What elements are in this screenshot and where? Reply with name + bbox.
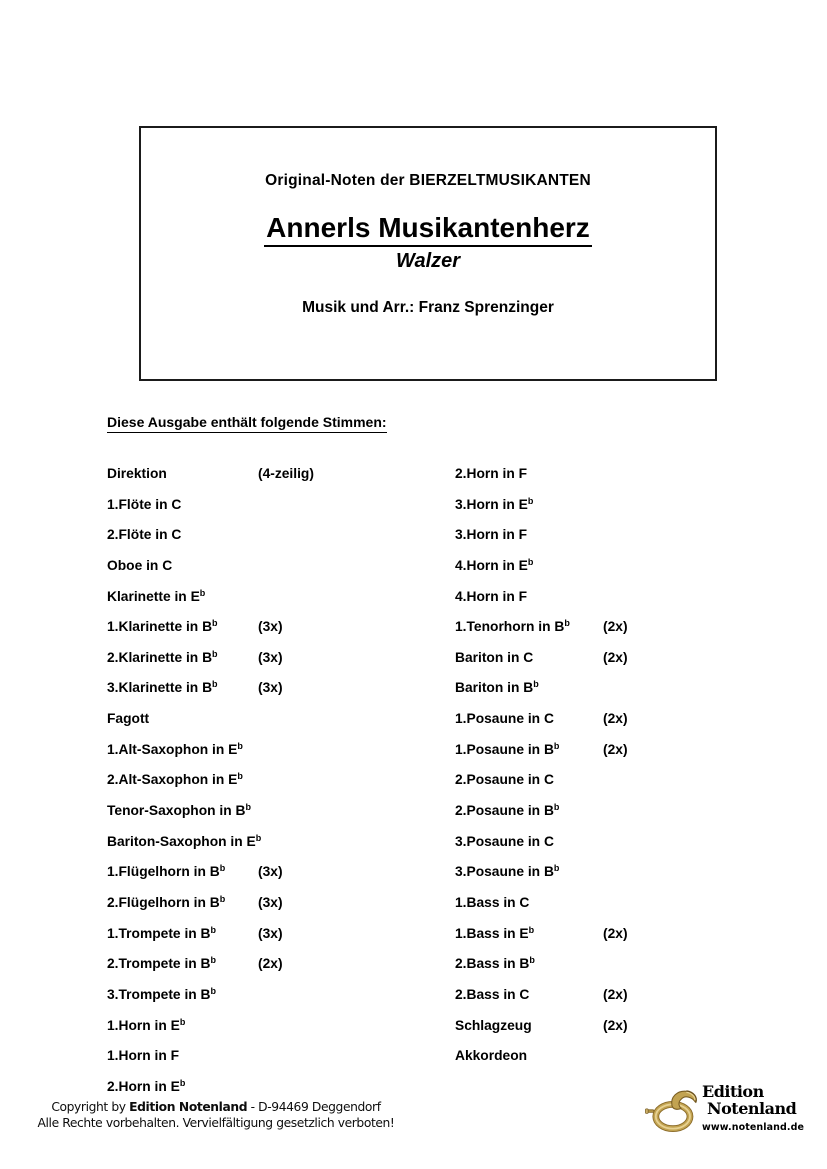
- parts-column-left: [107, 466, 437, 1109]
- part-name: 2.Flöte in C: [107, 527, 182, 543]
- publisher-logo-text: [702, 1083, 804, 1133]
- publisher-name-line1: Edition: [702, 1082, 764, 1101]
- part-name: 2.Bass in C: [455, 986, 530, 1002]
- copyright-suffix: - D-94469 Deggendorf: [247, 1100, 381, 1114]
- part-name: Bariton in C: [455, 649, 534, 665]
- genre-subtitle: Walzer: [395, 250, 461, 272]
- part-list-item: [107, 803, 437, 834]
- part-name: 2.Bass in $B^b$: [455, 955, 535, 972]
- part-list-item: [455, 864, 785, 895]
- part-name: 3.Horn in $E^b$: [455, 495, 534, 512]
- part-list-item: [455, 619, 785, 650]
- part-list-item: [455, 956, 785, 987]
- part-quantity: (3x): [258, 680, 283, 696]
- part-name: 3.Klarinette in $B^b$: [107, 679, 218, 696]
- part-list-item: [455, 803, 785, 834]
- part-list-item: [455, 589, 785, 620]
- part-quantity: (2x): [603, 619, 628, 635]
- part-name: 4.Horn in $E^b$: [455, 556, 534, 573]
- part-name: 1.Bass in $E^b$: [455, 924, 535, 941]
- part-name: 3.Posaune in C: [455, 833, 554, 849]
- part-quantity: (2x): [258, 956, 283, 972]
- part-name: 1.Klarinette in $B^b$: [107, 618, 218, 635]
- part-list-item: [107, 1048, 437, 1079]
- part-list-item: [455, 527, 785, 558]
- part-quantity: (3x): [258, 864, 283, 880]
- part-list-item: [107, 987, 437, 1018]
- part-name: 3.Trompete in $B^b$: [107, 985, 216, 1002]
- part-name: Direktion: [107, 466, 167, 481]
- part-list-item: [107, 711, 437, 742]
- page-title: [141, 212, 715, 247]
- page-title-text: Annerls Musikantenherz: [264, 212, 592, 247]
- part-name: 1.Tenorhorn in $B^b$: [455, 618, 570, 635]
- publisher-name-line2: Notenland: [707, 1099, 797, 1118]
- part-name: 1.Horn in $E^b$: [107, 1016, 186, 1033]
- part-name: 1.Bass in C: [455, 894, 530, 910]
- part-list-item: [455, 1048, 785, 1079]
- part-list-item: [107, 1018, 437, 1049]
- part-list-item: [107, 619, 437, 650]
- part-name: 1.Posaune in C: [455, 711, 554, 727]
- part-list-item: [107, 864, 437, 895]
- part-list-item: [455, 987, 785, 1018]
- part-name: Schlagzeug: [455, 1017, 532, 1033]
- parts-column-right: [455, 466, 785, 1079]
- part-quantity: (2x): [603, 741, 628, 757]
- part-name: 1.Posaune in $B^b$: [455, 740, 560, 757]
- part-name: 1.Trompete in $B^b$: [107, 924, 216, 941]
- part-quantity: (3x): [258, 925, 283, 941]
- part-list-item: [455, 834, 785, 865]
- part-list-item: [455, 711, 785, 742]
- horn-icon: [645, 1089, 699, 1135]
- composer-line: Musik und Arr.: Franz Sprenzinger: [302, 299, 554, 316]
- part-quantity: (2x): [603, 649, 628, 665]
- parts-heading-text: Diese Ausgabe enthält folgende Stimmen:: [107, 414, 387, 433]
- part-quantity: (3x): [258, 649, 283, 665]
- part-name: 3.Posaune in $B^b$: [455, 863, 560, 880]
- part-name: 2.Flügelhorn in $B^b$: [107, 893, 226, 910]
- part-quantity: (2x): [603, 986, 628, 1002]
- part-name: Akkordeon: [455, 1048, 528, 1064]
- copyright-line: [18, 1100, 414, 1116]
- parts-heading: [107, 414, 387, 433]
- part-list-item: [455, 466, 785, 497]
- part-name: Bariton-Saxophon in $E^b$: [107, 832, 262, 849]
- part-name: Tenor-Saxophon in $B^b$: [107, 802, 251, 819]
- publisher-url: www.notenland.de: [702, 1122, 805, 1133]
- part-name: 2.Horn in F: [455, 466, 528, 481]
- part-list-item: [107, 926, 437, 957]
- part-name: Klarinette in $E^b$: [107, 587, 206, 604]
- part-list-item: [107, 772, 437, 803]
- part-name: 2.Posaune in C: [455, 772, 554, 788]
- part-list-item: [107, 680, 437, 711]
- part-name: 2.Horn in $E^b$: [107, 1077, 186, 1094]
- part-name: Fagott: [107, 711, 150, 727]
- part-name: 2.Posaune in $B^b$: [455, 802, 560, 819]
- part-name: 1.Horn in F: [107, 1048, 180, 1064]
- copyright-publisher: Edition Notenland: [129, 1100, 248, 1114]
- part-list-item: [455, 650, 785, 681]
- publisher-logo: [645, 1083, 804, 1135]
- part-list-item: [107, 527, 437, 558]
- rights-line: Alle Rechte vorbehalten. Vervielfältigung gesetzlich verboten!: [37, 1115, 395, 1130]
- part-name: 1.Flügelhorn in $B^b$: [107, 863, 226, 880]
- part-name: 2.Trompete in $B^b$: [107, 955, 216, 972]
- part-name: 2.Klarinette in $B^b$: [107, 648, 218, 665]
- part-name: 1.Flöte in C: [107, 496, 182, 512]
- part-list-item: [107, 558, 437, 589]
- part-quantity: (2x): [603, 925, 628, 941]
- part-list-item: [455, 926, 785, 957]
- part-quantity: (4-zeilig): [258, 466, 314, 481]
- part-quantity: (2x): [603, 1017, 628, 1033]
- part-name: Bariton in $B^b$: [455, 679, 539, 696]
- part-quantity: (3x): [258, 894, 283, 910]
- copyright-block: [18, 1100, 414, 1131]
- part-list-item: [455, 497, 785, 528]
- title-box: [139, 126, 717, 381]
- part-list-item: [107, 466, 437, 497]
- part-list-item: [107, 650, 437, 681]
- part-list-item: [455, 772, 785, 803]
- part-name: 2.Alt-Saxophon in $E^b$: [107, 771, 243, 788]
- part-name: 3.Horn in F: [455, 527, 528, 543]
- part-quantity: (3x): [258, 619, 283, 635]
- part-name: 1.Alt-Saxophon in $E^b$: [107, 740, 243, 757]
- part-list-item: [455, 680, 785, 711]
- part-list-item: [455, 1018, 785, 1049]
- part-list-item: [107, 956, 437, 987]
- part-list-item: [455, 895, 785, 926]
- part-list-item: [107, 742, 437, 773]
- part-list-item: [107, 497, 437, 528]
- part-list-item: [107, 834, 437, 865]
- part-list-item: [107, 895, 437, 926]
- part-list-item: [455, 558, 785, 589]
- part-name: 4.Horn in F: [455, 588, 528, 604]
- part-list-item: [455, 742, 785, 773]
- copyright-prefix: Copyright by: [51, 1100, 130, 1114]
- part-list-item: [107, 589, 437, 620]
- series-line: Original-Noten der BIERZELTMUSIKANTEN: [265, 172, 591, 189]
- part-quantity: (2x): [603, 711, 628, 727]
- part-name: Oboe in C: [107, 557, 173, 573]
